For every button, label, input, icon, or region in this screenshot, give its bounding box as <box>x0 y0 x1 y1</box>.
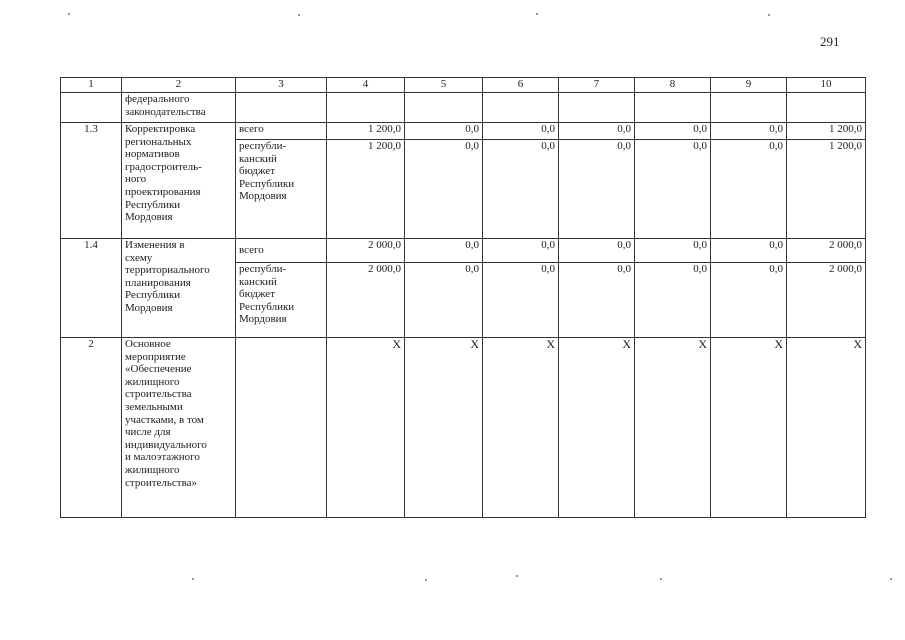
budget-table <box>60 77 866 518</box>
col-header-1: 1 <box>61 78 122 93</box>
value-cell: Х <box>635 338 711 518</box>
cell-value <box>483 93 559 123</box>
item-number: 2 <box>61 338 122 518</box>
funding-source <box>236 338 327 518</box>
cell-value <box>787 93 866 123</box>
cell-source <box>236 93 327 123</box>
value-cell: 0,0 <box>711 239 787 263</box>
value-cell: 0,0 <box>711 263 787 338</box>
funding-source: республи- канский бюджет Республики Мордовия <box>236 140 327 239</box>
table-row <box>61 123 866 140</box>
funding-source: всего <box>236 239 327 263</box>
cell-name: федерального законодательства <box>122 93 236 123</box>
cell-value <box>635 93 711 123</box>
value-cell: 0,0 <box>483 140 559 239</box>
continuation-row <box>61 93 866 123</box>
funding-source: всего <box>236 123 327 140</box>
col-header-2: 2 <box>122 78 236 93</box>
value-cell: 2 000,0 <box>787 239 866 263</box>
cell-value <box>327 93 405 123</box>
scan-speck <box>192 578 194 580</box>
item-name: Изменения в схему территориального планирования Республики Мордовия <box>122 239 236 338</box>
cell-value <box>559 93 635 123</box>
value-cell: 0,0 <box>559 239 635 263</box>
scan-speck <box>298 14 300 16</box>
value-cell: Х <box>787 338 866 518</box>
col-header-6: 6 <box>483 78 559 93</box>
value-cell: 0,0 <box>483 239 559 263</box>
col-header-8: 8 <box>635 78 711 93</box>
value-cell: 2 000,0 <box>787 263 866 338</box>
value-cell: 0,0 <box>635 123 711 140</box>
scan-speck <box>890 578 892 580</box>
scan-speck <box>768 14 770 16</box>
scan-speck <box>425 579 427 581</box>
value-cell: 2 000,0 <box>327 263 405 338</box>
value-cell: 0,0 <box>635 239 711 263</box>
scan-speck <box>516 575 518 577</box>
page-number: 291 <box>820 34 840 49</box>
value-cell: 0,0 <box>559 123 635 140</box>
value-cell: 0,0 <box>405 263 483 338</box>
value-cell: Х <box>405 338 483 518</box>
col-header-7: 7 <box>559 78 635 93</box>
value-cell: 0,0 <box>635 140 711 239</box>
value-cell: 0,0 <box>483 263 559 338</box>
col-header-3: 3 <box>236 78 327 93</box>
table-row <box>61 239 866 263</box>
value-cell: 2 000,0 <box>327 239 405 263</box>
col-header-5: 5 <box>405 78 483 93</box>
table-row <box>61 338 866 518</box>
item-number: 1.4 <box>61 239 122 338</box>
value-cell: 0,0 <box>559 263 635 338</box>
value-cell: 0,0 <box>711 140 787 239</box>
cell-num <box>61 93 122 123</box>
cell-value <box>405 93 483 123</box>
column-number-row <box>61 78 866 93</box>
item-name: Основное мероприятие «Обеспечение жилищного строительства земельными участками, в том числе для индивидуального и малоэтажного жилищного строительства» <box>122 338 236 518</box>
value-cell: 0,0 <box>559 140 635 239</box>
value-cell: 0,0 <box>711 123 787 140</box>
scan-speck <box>660 578 662 580</box>
funding-source: республи- канский бюджет Республики Мордовия <box>236 263 327 338</box>
cell-value <box>711 93 787 123</box>
value-cell: 0,0 <box>405 123 483 140</box>
col-header-9: 9 <box>711 78 787 93</box>
value-cell: 1 200,0 <box>787 123 866 140</box>
value-cell: 0,0 <box>405 140 483 239</box>
value-cell: 0,0 <box>635 263 711 338</box>
value-cell: 1 200,0 <box>327 123 405 140</box>
value-cell: Х <box>327 338 405 518</box>
item-name: Корректировка региональных нормативов градостроитель- ного проектирования Республики Мордовия <box>122 123 236 239</box>
scan-speck <box>68 13 70 15</box>
value-cell: 1 200,0 <box>787 140 866 239</box>
value-cell: Х <box>711 338 787 518</box>
item-number: 1.3 <box>61 123 122 239</box>
scan-speck <box>536 13 538 15</box>
col-header-4: 4 <box>327 78 405 93</box>
value-cell: Х <box>559 338 635 518</box>
value-cell: 0,0 <box>483 123 559 140</box>
value-cell: Х <box>483 338 559 518</box>
value-cell: 0,0 <box>405 239 483 263</box>
value-cell: 1 200,0 <box>327 140 405 239</box>
col-header-10: 10 <box>787 78 866 93</box>
